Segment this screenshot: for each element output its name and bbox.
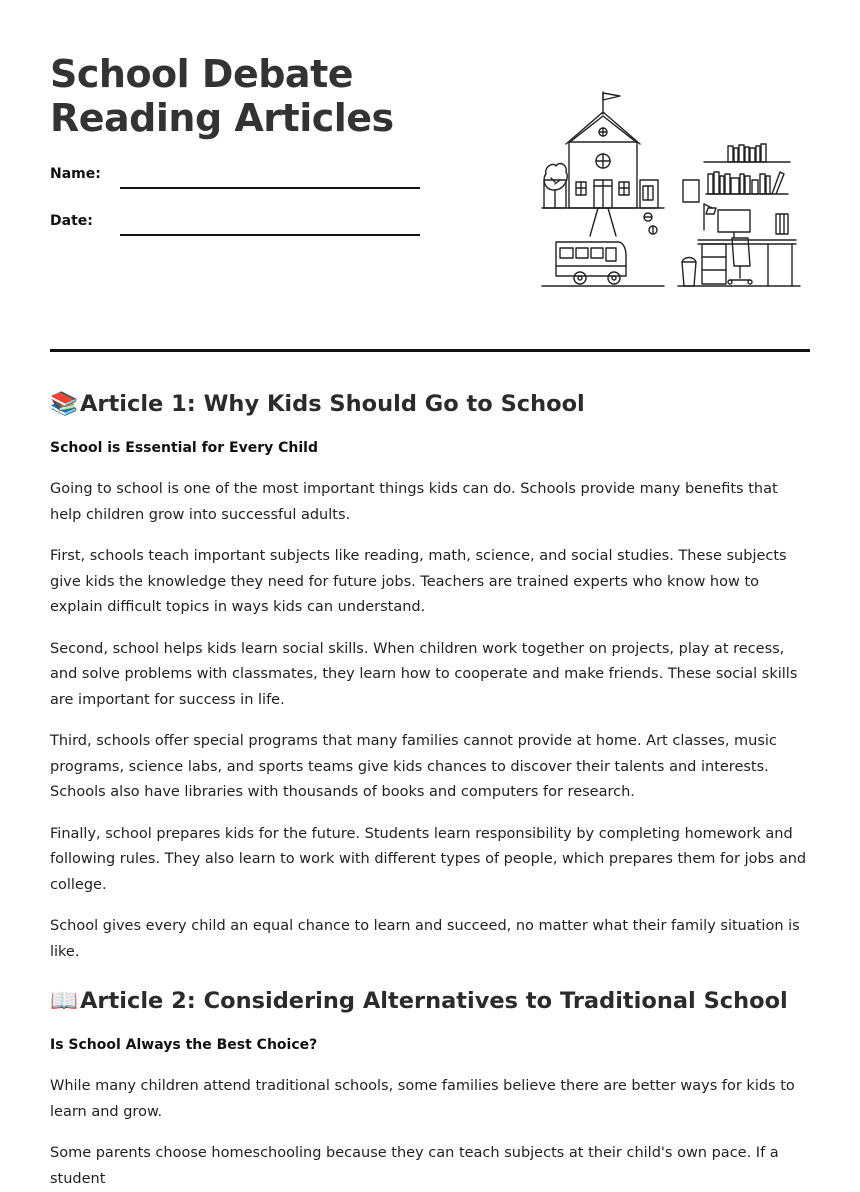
article-1-paragraph: Second, school helps kids learn social skills. When children work together on projects, play at recess, and solve problems with classmates, they learn how to cooperate and make friends. These social skills are important for success in life. bbox=[50, 640, 798, 708]
article-2-paragraph: While many children attend traditional schools, some families believe there are better ways for kids to learn and grow. bbox=[50, 1078, 795, 1120]
desk-icon bbox=[678, 204, 800, 286]
article-1 bbox=[50, 386, 810, 965]
article-1-paragraph: Finally, school prepares kids for the future. Students learn responsibility by completing homework and following rules. They also learn to work with different types of people, which prepares them for jobs and college. bbox=[50, 825, 807, 893]
ball-icon bbox=[644, 213, 657, 234]
tree-icon bbox=[544, 164, 567, 208]
article-2-subheading: Is School Always the Best Choice? bbox=[50, 1037, 318, 1053]
article-1-paragraph: First, schools teach important subjects like reading, math, science, and social studies. These subjects give kids the knowledge they need for future jobs. Teachers are trained experts who know how to explain difficult topics in ways kids can understand. bbox=[50, 548, 787, 615]
article-2-paragraph: Some parents choose homeschooling because they can teach subjects at their child's own pace. If a student bbox=[50, 1145, 779, 1187]
article-content bbox=[50, 386, 810, 1192]
article-1-subheading: School is Essential for Every Child bbox=[50, 440, 319, 456]
open-book-icon: 📖 bbox=[50, 988, 79, 1014]
books-icon: 📚 bbox=[50, 391, 79, 417]
school-bus-icon bbox=[542, 242, 664, 286]
article-1-paragraph: Going to school is one of the most important things kids can do. Schools provide many benefits that help children grow into successful adults. bbox=[50, 481, 778, 523]
article-1-paragraph: Third, schools offer special programs that many families cannot provide at home. Art classes, music programs, science labs, and sports teams give kids chances to discover their talents and interests. Schools also have libraries with thousands of books and computers for research. bbox=[50, 733, 777, 800]
page-title: School Debate Reading Articles bbox=[50, 52, 394, 140]
article-1-paragraph: School gives every child an equal chance to learn and succeed, no matter what their family situation is like. bbox=[50, 918, 800, 960]
article-2-title: Article 2: Considering Alternatives to Traditional School bbox=[80, 988, 788, 1014]
date-label: Date: bbox=[50, 213, 93, 229]
flag-icon bbox=[603, 92, 620, 114]
article-1-heading bbox=[50, 386, 810, 422]
header-divider bbox=[50, 349, 810, 352]
date-field[interactable] bbox=[120, 234, 420, 236]
name-field[interactable] bbox=[120, 187, 420, 189]
bookshelf-icon bbox=[683, 144, 790, 202]
school-illustration bbox=[536, 90, 802, 290]
article-1-title: Article 1: Why Kids Should Go to School bbox=[80, 391, 585, 417]
article-2-heading bbox=[50, 983, 810, 1019]
name-label: Name: bbox=[50, 166, 101, 182]
